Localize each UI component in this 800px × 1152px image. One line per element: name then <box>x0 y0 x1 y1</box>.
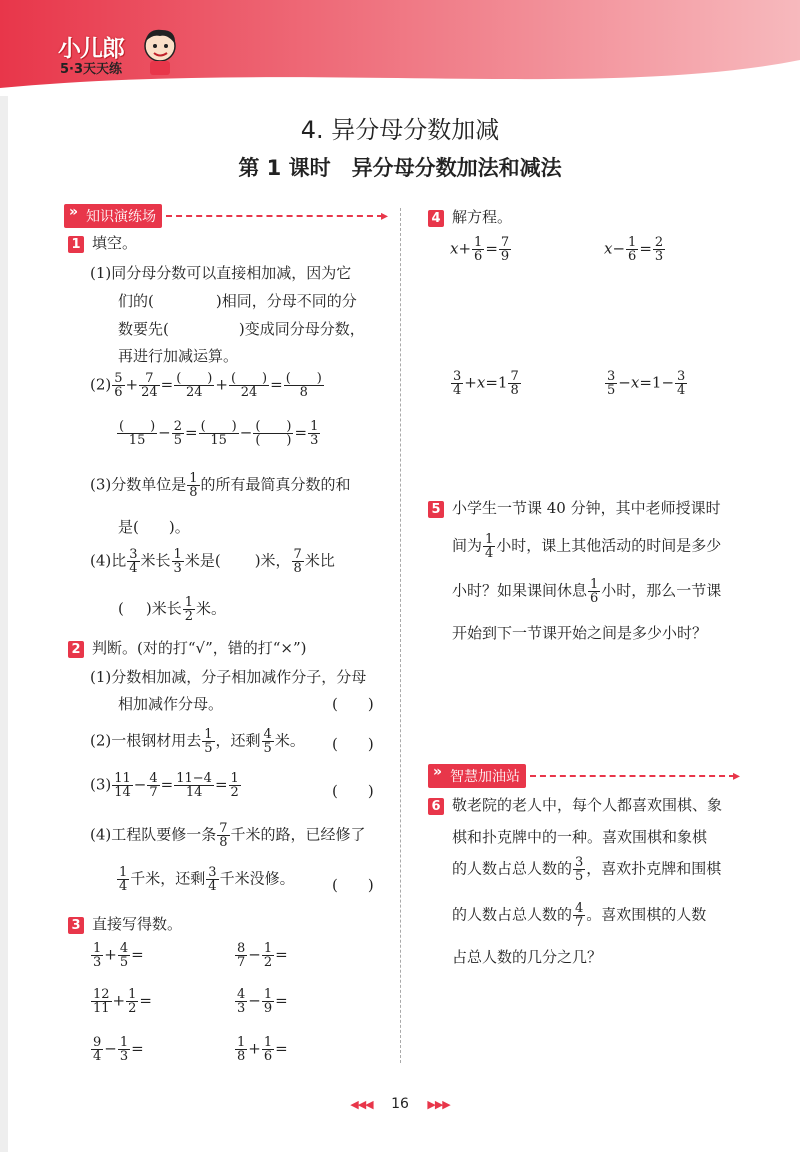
fraction: $\frac{7}{8}$ <box>219 821 228 850</box>
fraction: $\frac{11-4}{14}$ <box>176 771 212 800</box>
q2-heading <box>68 637 307 658</box>
fraction: $\frac{7}{24}$ <box>141 371 158 400</box>
q5-line1 <box>428 497 721 518</box>
brand-logo: 小儿郎 <box>58 36 124 62</box>
fraction-blank[interactable]: $\frac{( )}{8}$ <box>285 371 322 400</box>
chapter-title: 4. 异分母分数加减 <box>300 116 500 144</box>
q6-line2: 棋和扑克牌中的一种。喜欢围棋和象棋 <box>452 828 708 846</box>
series-name: 5·3天天练 <box>60 62 123 77</box>
fraction-blank[interactable]: $\frac{( )}{15}$ <box>119 419 156 448</box>
q2-s2: (2)一根钢材用去 $\frac{1}{5}$ ，还剩 $\frac{4}{5}$ 米。 <box>90 727 305 756</box>
calc-5[interactable]: $\frac{9}{4}$ − $\frac{1}{3}$ = <box>93 1035 144 1064</box>
q3-heading <box>68 913 182 934</box>
q6-number: 6 <box>428 798 444 815</box>
fraction: $\frac{1}{4}$ <box>119 865 128 894</box>
fraction: $\frac{11}{14}$ <box>114 771 131 800</box>
calc-4[interactable]: $\frac{4}{3}$ − $\frac{1}{9}$ = <box>237 987 288 1016</box>
arrow-icon: ▸ <box>380 208 388 224</box>
fraction: $\frac{1}{8}$ <box>189 471 198 500</box>
q1-p3-line2: 是( )。 <box>118 518 190 536</box>
q4-number: 4 <box>428 210 444 227</box>
q2-title: 判断。(对的打“√”，错的打“×”) <box>92 639 307 657</box>
fraction: $\frac{4}{7}$ <box>149 771 158 800</box>
fraction: $\frac{5}{6}$ <box>114 371 123 400</box>
q5-line3: 小时？如果课间休息 $\frac{1}{6}$ 小时，那么一节课 <box>452 577 722 606</box>
q6-line3: 的人数占总人数的 $\frac{3}{5}$ ，喜欢扑克牌和围棋 <box>452 855 722 884</box>
arrow-icon: ▸ <box>732 768 740 784</box>
next-arrows-icon: ▶▶▶ <box>427 1098 450 1111</box>
equation-4[interactable]: $\frac{3}{5}$ −x=1− $\frac{3}{4}$ <box>607 369 686 398</box>
q1-p2-line2: $\frac{( )}{15}$ − $\frac{2}{5}$ = $\frac{( )}{15}$ − $\frac{( )}{( )}$ = $\frac{1}{3}$ <box>119 419 319 448</box>
text: )相同，分母不同的分 <box>215 292 357 310</box>
fraction: $\frac{1}{5}$ <box>204 727 213 756</box>
equation-3[interactable]: $\frac{3}{4}$ +x=1 $\frac{7}{8}$ <box>453 369 519 398</box>
page-number: 16 <box>391 1096 409 1112</box>
calc-1[interactable]: $\frac{1}{3}$ + $\frac{4}{5}$ = <box>93 941 144 970</box>
text: )变成同分母分数， <box>238 320 365 338</box>
fraction-blank[interactable]: $\frac{( )}{24}$ <box>176 371 213 400</box>
calc-2[interactable]: $\frac{8}{7}$ − $\frac{1}{2}$ = <box>237 941 288 970</box>
fraction: $\frac{4}{5}$ <box>263 727 272 756</box>
q4-title: 解方程。 <box>452 208 513 226</box>
q2-s4-line1: (4)工程队要修一条 $\frac{7}{8}$ 千米的路，已经修了 <box>90 821 366 850</box>
equation-1[interactable]: x+ $\frac{1}{6}$ = $\frac{7}{9}$ <box>450 235 510 264</box>
q5-number: 5 <box>428 501 444 518</box>
q1-p2-line1: (2) $\frac{5}{6}$ + $\frac{7}{24}$ = $\frac{( )}{24}$ + $\frac{( )}{24}$ = $\frac{( )}{8}$ <box>90 371 322 400</box>
fraction: $\frac{3}{4}$ <box>129 547 138 576</box>
fraction: $\frac{1}{3}$ <box>310 419 319 448</box>
q4-heading <box>428 206 512 227</box>
q6-line4: 的人数占总人数的 $\frac{4}{7}$ 。喜欢围棋的人数 <box>452 901 707 930</box>
q3-title: 直接写得数。 <box>92 915 183 933</box>
judge-blank-4[interactable]: ( ) <box>332 876 374 894</box>
column-divider <box>400 208 401 1063</box>
fraction: $\frac{3}{4}$ <box>208 865 217 894</box>
q1-p1-line3 <box>118 318 365 339</box>
page-footer <box>0 1096 800 1112</box>
q1-number: 1 <box>68 236 84 253</box>
q2-s4-line2: $\frac{1}{4}$ 千米，还剩 $\frac{3}{4}$ 千米没修。 <box>119 865 295 894</box>
q1-title: 填空。 <box>92 234 138 252</box>
fraction: $\frac{1}{3}$ <box>173 547 182 576</box>
lesson-title: 第 1 课时 异分母分数加法和减法 <box>238 156 562 180</box>
fraction: $\frac{1}{4}$ <box>485 532 494 561</box>
q1-p1-line1: (1)同分母分数可以直接相加减，因为它 <box>90 264 352 282</box>
fraction: $\frac{1}{6}$ <box>590 577 599 606</box>
q1-p1-line4: 再进行加减运算。 <box>118 347 239 365</box>
fraction: $\frac{4}{7}$ <box>575 901 584 930</box>
q5-line2: 间为 $\frac{1}{4}$ 小时，课上其他活动的时间是多少 <box>452 532 722 561</box>
q6-line1 <box>428 794 722 815</box>
q2-s1-line2: 相加减作分母。 <box>118 695 224 713</box>
fraction: $\frac{1}{2}$ <box>184 595 193 624</box>
fraction: $\frac{3}{5}$ <box>575 855 584 884</box>
q6-line5: 占总人数的几分之几？ <box>452 948 603 966</box>
section-wisdom-label: » 智慧加油站 <box>428 764 526 788</box>
q1-p4-line1: (4)比 $\frac{3}{4}$ 米长 $\frac{1}{3}$ 米是( )米， $\frac{7}{8}$ 米比 <box>90 547 335 576</box>
text: 小学生一节课 40 分钟，其中老师授课时 <box>452 499 721 517</box>
judge-blank-1[interactable]: ( ) <box>332 695 374 713</box>
fraction-blank[interactable]: $\frac{( )}{15}$ <box>200 419 237 448</box>
q1-heading <box>68 232 137 253</box>
fraction-blank[interactable]: $\frac{( )}{( )}$ <box>255 419 292 448</box>
calc-3[interactable]: $\frac{12}{11}$ + $\frac{1}{2}$ = <box>93 987 152 1016</box>
judge-blank-3[interactable]: ( ) <box>332 782 374 800</box>
q2-s3: (3) $\frac{11}{14}$ − $\frac{4}{7}$ = $\frac{11-4}{14}$ = $\frac{1}{2}$ <box>90 771 239 800</box>
mascot-icon <box>138 24 182 76</box>
fraction: $\frac{2}{5}$ <box>173 419 183 448</box>
prev-arrows-icon: ◀◀◀ <box>350 1098 373 1111</box>
q1-p4-line2: ( )米长 $\frac{1}{2}$ 米。 <box>118 595 227 624</box>
q5-line4: 开始到下一节课开始之间是多少小时？ <box>452 624 708 642</box>
fraction-blank[interactable]: $\frac{( )}{24}$ <box>230 371 268 400</box>
text: 们的( <box>118 292 154 310</box>
equation-2[interactable]: x− $\frac{1}{6}$ = $\frac{2}{3}$ <box>604 235 664 264</box>
text: (2) <box>90 375 112 394</box>
page-edge <box>0 96 8 1152</box>
calc-6[interactable]: $\frac{1}{8}$ + $\frac{1}{6}$ = <box>237 1035 288 1064</box>
q2-number: 2 <box>68 641 84 658</box>
q1-p1-line2 <box>118 290 357 311</box>
section-practice <box>64 205 388 227</box>
fraction: $\frac{1}{2}$ <box>230 771 239 800</box>
q1-p3-line1: (3)分数单位是 $\frac{1}{8}$ 的所有最简真分数的和 <box>90 471 351 500</box>
q3-number: 3 <box>68 917 84 934</box>
section-wisdom <box>428 765 740 787</box>
section-practice-label: » 知识演练场 <box>64 204 162 228</box>
fraction: $\frac{7}{8}$ <box>293 547 302 576</box>
judge-blank-2[interactable]: ( ) <box>332 735 374 753</box>
text: 敬老院的老人中，每个人都喜欢围棋、象 <box>452 796 723 814</box>
q2-s1-line1: (1)分数相加减，分子相加减作分子，分母 <box>90 668 367 686</box>
text: 数要先( <box>118 320 169 338</box>
